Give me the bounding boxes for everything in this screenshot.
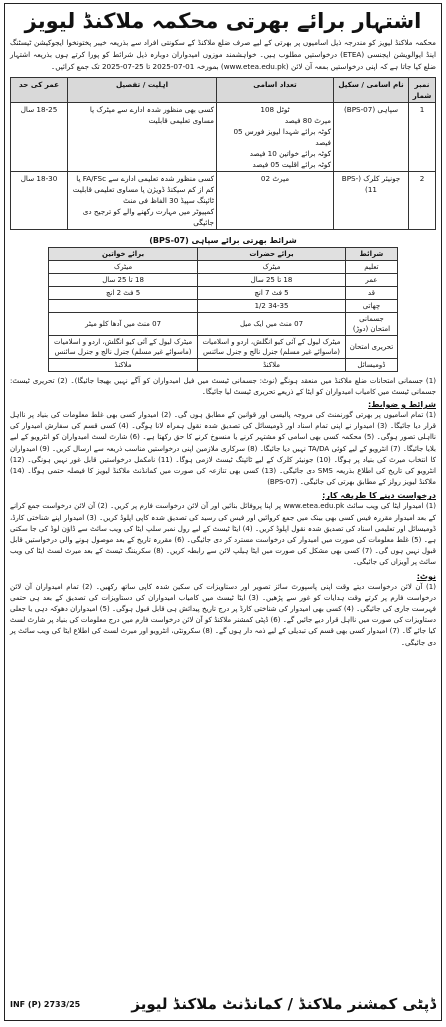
header-sno: نمبر شمار [409,78,436,103]
intro-paragraph: محکمہ ملاکنڈ لیویز کو مندرجہ ذیل اسامیوں پر بھرتی کے لیے صرف ضلع ملاکنڈ کے سکونتی افراد سے بذریعہ خیبر پختونخوا ایجوکیشن ٹیسٹنگ اینڈ ایوالویشن ایجنسی (ETEA) درخواستیں مطلوب ہیں۔ خواہشمند موزوں امیدواران دوبارہ ذیل شرائط کو پورا کرتے ہوں بذریعہ اشتہار ضلع کیا جاتا ہے کہ اپنی درخواستیں بمعہ آن لائن (www.etea.edu.pk) بمورخہ 01-07-2025 تا 25-07-2025 تک جمع کرائیں۔ [10,38,436,71]
criteria-header-row [49,248,397,261]
criteria-cell: چھاتی [346,300,397,313]
criteria-cell: 34-35 1/2 [197,300,345,313]
criteria-cell: میٹرک [197,261,345,274]
posts-table [10,77,436,230]
quota-item: کوٹہ برائے شہدا لیویز فورس 05 فیصد [233,127,331,147]
notes-heading: نوٹ: [416,571,436,581]
row-qualification: کسی بھی منظور شدہ ادارے سے میٹرک یا مساوی تعلیمی قابلیت [68,103,217,172]
quota-item: میرٹ 80 فیصد [284,116,331,125]
qualification-extra: کمپیوٹر میں مہارت رکھنے والے کو ترجیح دی جائیگی [82,207,214,227]
table-row [49,274,397,287]
table-row [11,103,436,172]
criteria-table [48,247,397,372]
criteria-cell: تعلیم [346,261,397,274]
criteria-cell: میٹرک لیول کے آئی کیو انگلش، اردو و اسلامیات (ماسوائے غیر مسلم) جنرل نالج و جنرل سائنس [197,336,345,359]
table-row [49,287,397,300]
criteria-cell: ڈومیسائل [346,359,397,372]
criteria-header: برائے حضرات [197,248,345,261]
table-row [49,261,397,274]
row-count: میرٹ 02 [217,172,334,230]
how-to-apply-heading: درخواست دینے کا طریقہ کار: [322,491,436,501]
notes-text: (1) آن لائن درخواست دیتے وقت اپنی پاسپورٹ سائز تصویر اور دستاویزات کی سکین شدہ کاپی ساتھ رکھیں۔ (2) تمام امیدواران آن لائن درخواست فارم پر کرتے وقت ہدایات کو غور سے پڑھیں۔ (3) ایٹا ٹیسٹ میں کامیاب امیدواران کی دستاویزات کی تصدیق کے بعد ہی حتمی فہرست جاری کی جائیگی۔ (4) کسی بھی امیدوار کی شناختی کارڈ پر درج تاریخ پیدائش ہی قابل قبول ہوگی۔ (5) امیدواران دھوکہ دہی یا جعلی دستاویزات کی صورت میں نااہل قرار دیے جائیں گے۔ (6) ڈپٹی کمشنر ملاکنڈ کو آن لائن درخواست فارم میں درج معلومات کی بنیاد پر شارٹ لسٹ کیا جائے گا۔ (7) امیدوار کسی بھی قسم کی تبدیلی کے لیے ذمہ دار ہوں گے۔ (8) سکرونٹی، انٹرویو اور میرٹ لسٹ کی اطلاع ایٹا کی ویب سائٹ پر دی جائیگی۔ [10,582,436,647]
row-sno: 2 [409,172,436,230]
criteria-header: شرائط [346,248,397,261]
criteria-cell: 5 فٹ 2 انچ [49,287,197,300]
conditions-text: (1) تمام اسامیوں پر بھرتی گورنمنٹ کی مروجہ پالیسی اور قوانین کے مطابق ہوں گی۔ (2) امیدوار کسی بھی غلط معلومات کی بنیاد پر نااہل قرار دیا جائیگا۔ (3) امیدوار نے اپنی تمام اسناد اور ڈومیسائل کی تصدیق شدہ نقول ہمراہ لانا ہوگی۔ (4) کسی قسم کی سفارش امیدوار کی نااہلی تصور ہوگی۔ (5) محکمہ کسی بھی اسامی کو مشتہر کرنے یا منسوخ کرنے کا حق رکھتا ہے۔ (6) شارٹ لسٹ امیدواران کو انٹرویو کے لیے بلایا جائیگا۔ (7) انٹرویو کے لیے کوئی TA/DA نہیں دیا جائیگا۔ (8) سرکاری ملازمین اپنی درخواستیں مناسب ذریعہ سے ارسال کریں۔ (9) امیدواران کا انتخاب میرٹ کی بنیاد پر ہوگا۔ (10) جونیئر کلرک کے لیے ٹائپنگ ٹیسٹ لازمی ہوگا۔ (11) نامکمل درخواستیں قابل غور نہیں ہونگی۔ (12) انٹرویو کی تاریخ کی اطلاع بذریعہ SMS دی جائیگی۔ (13) کسی بھی تنازعہ کی صورت میں کمانڈنٹ ملاکنڈ لیویز کا فیصلہ حتمی ہوگا۔ (14) ملاکنڈ لیویز رولز کے مطابق بھرتی کی جائیگی۔ (BPS-07) [10,411,437,487]
criteria-note: (1) جسمانی امتحانات ضلع ملاکنڈ میں منعقد ہونگے (نوٹ: جسمانی ٹیسٹ میں فیل امیدواران کو آگے نہیں بھیجا جائیگا)۔ (2) تحریری ٹیسٹ: جسمانی ٹیسٹ میں کامیاب امیدواران کو ایٹا کے ذریعے تحریری ٹیسٹ لیا جائیگا۔ [10,376,436,396]
row-qualification-cell [68,172,217,230]
criteria-cell: میٹرک [49,261,197,274]
criteria-cell: تحریری امتحان [346,336,397,359]
criteria-title: شرائط بھرتی برائے سپاہی (BPS-07) [149,236,297,245]
table-row [11,172,436,230]
criteria-cell: ملاکنڈ [49,359,197,372]
table-row [49,359,397,372]
page-title: اشتہار برائے بھرتی محکمہ ملاکنڈ لیویز [24,9,422,33]
criteria-cell: 18 تا 25 سال [49,274,197,287]
posts-table-header [11,78,436,103]
table-row [49,336,397,359]
quota-item: کوٹہ برائے اقلیت 05 فیصد [252,160,331,169]
criteria-cell: میٹرک لیول کے آئی کیو انگلش، اردو و اسلامیات (ماسوائے غیر مسلم) جنرل نالج و جنرل سائنس [49,336,197,359]
row-count-cell [217,103,334,172]
row-qualification: کسی منظور شدہ تعلیمی ادارے سے FA/FSc یا کم از کم سیکنڈ ڈویژن یا مساوی تعلیمی قابلیت [72,174,214,194]
criteria-cell: 5 فٹ 7 انچ [197,287,345,300]
qualification-extra: ٹائپنگ سپیڈ 30 الفاظ فی منٹ [123,196,214,205]
criteria-cell [49,300,197,313]
criteria-cell: 18 تا 25 سال [197,274,345,287]
footer [10,992,436,1016]
row-post: سپاہی (BPS-07) [334,103,409,172]
header-count: تعداد اسامی [217,78,334,103]
advertisement-page [4,3,442,1021]
signature-title: ڈپٹی کمشنر ملاکنڈ / کمانڈنٹ ملاکنڈ لیویز [131,995,436,1013]
header-post: نام اسامی / سکیل [334,78,409,103]
row-sno: 1 [409,103,436,172]
how-to-apply-text: (1) امیدوار ایٹا کی ویب سائٹ www.etea.edu.pk پر اپنا پروفائل بنائیں اور آن لائن درخواست فارم پر کریں۔ (2) آن لائن درخواست جمع کرانے کے بعد امیدوار مقررہ فیس کسی بھی بینک میں جمع کروائیں اور فیس کی رسید کی تصدیق شدہ کاپی اپلوڈ کریں۔ (3) امیدوار اپنے شناختی کارڈ، ڈومیسائل اور تعلیمی اسناد کی تصدیق شدہ نقول اپلوڈ کریں۔ (4) ایٹا ٹیسٹ کے لیے رول نمبر سلپ ایٹا کی ویب سائٹ سے ڈاؤن لوڈ کی جا سکتی ہے۔ (5) غلط معلومات کی صورت میں امیدوار کی درخواست مسترد کر دی جائیگی۔ (6) مقررہ تاریخ کے بعد موصول ہونے والی درخواستیں قابل قبول نہیں ہوں گی۔ (7) کسی بھی مشکل کی صورت میں ایٹا ہیلپ لائن سے رابطہ کریں۔ (8) سکریننگ ٹیسٹ کے بعد میرٹ لسٹ ایٹا کی ویب سائٹ پر آویزاں کی جائیگی۔ [10,502,437,567]
inf-reference: INF (P) 2733/25 [10,999,81,1009]
row-age: 18-30 سال [11,172,68,230]
criteria-header: برائے خواتین [49,248,197,261]
criteria-cell: عمر [346,274,397,287]
criteria-cell: قد [346,287,397,300]
criteria-cell: جسمانی امتحان (دوڑ) [346,313,397,336]
criteria-cell: ملاکنڈ [197,359,345,372]
header-qualification: اہلیت / تفصیل [68,78,217,103]
row-post: جونیئر کلرک (BPS-11) [334,172,409,230]
table-row [49,300,397,313]
quota-item: کوٹہ برائے خواتین 10 فیصد [249,149,331,158]
row-age: 18-25 سال [11,103,68,172]
table-row [49,313,397,336]
conditions-heading: شرائط و ضوابط: [368,400,436,409]
criteria-cell: 07 منٹ میں ایک میل [197,313,345,336]
header-age: عمر کی حد [11,78,68,103]
criteria-cell: 07 منٹ میں آدھا کلو میٹر [49,313,197,336]
row-count: ٹوٹل 108 [260,105,290,114]
